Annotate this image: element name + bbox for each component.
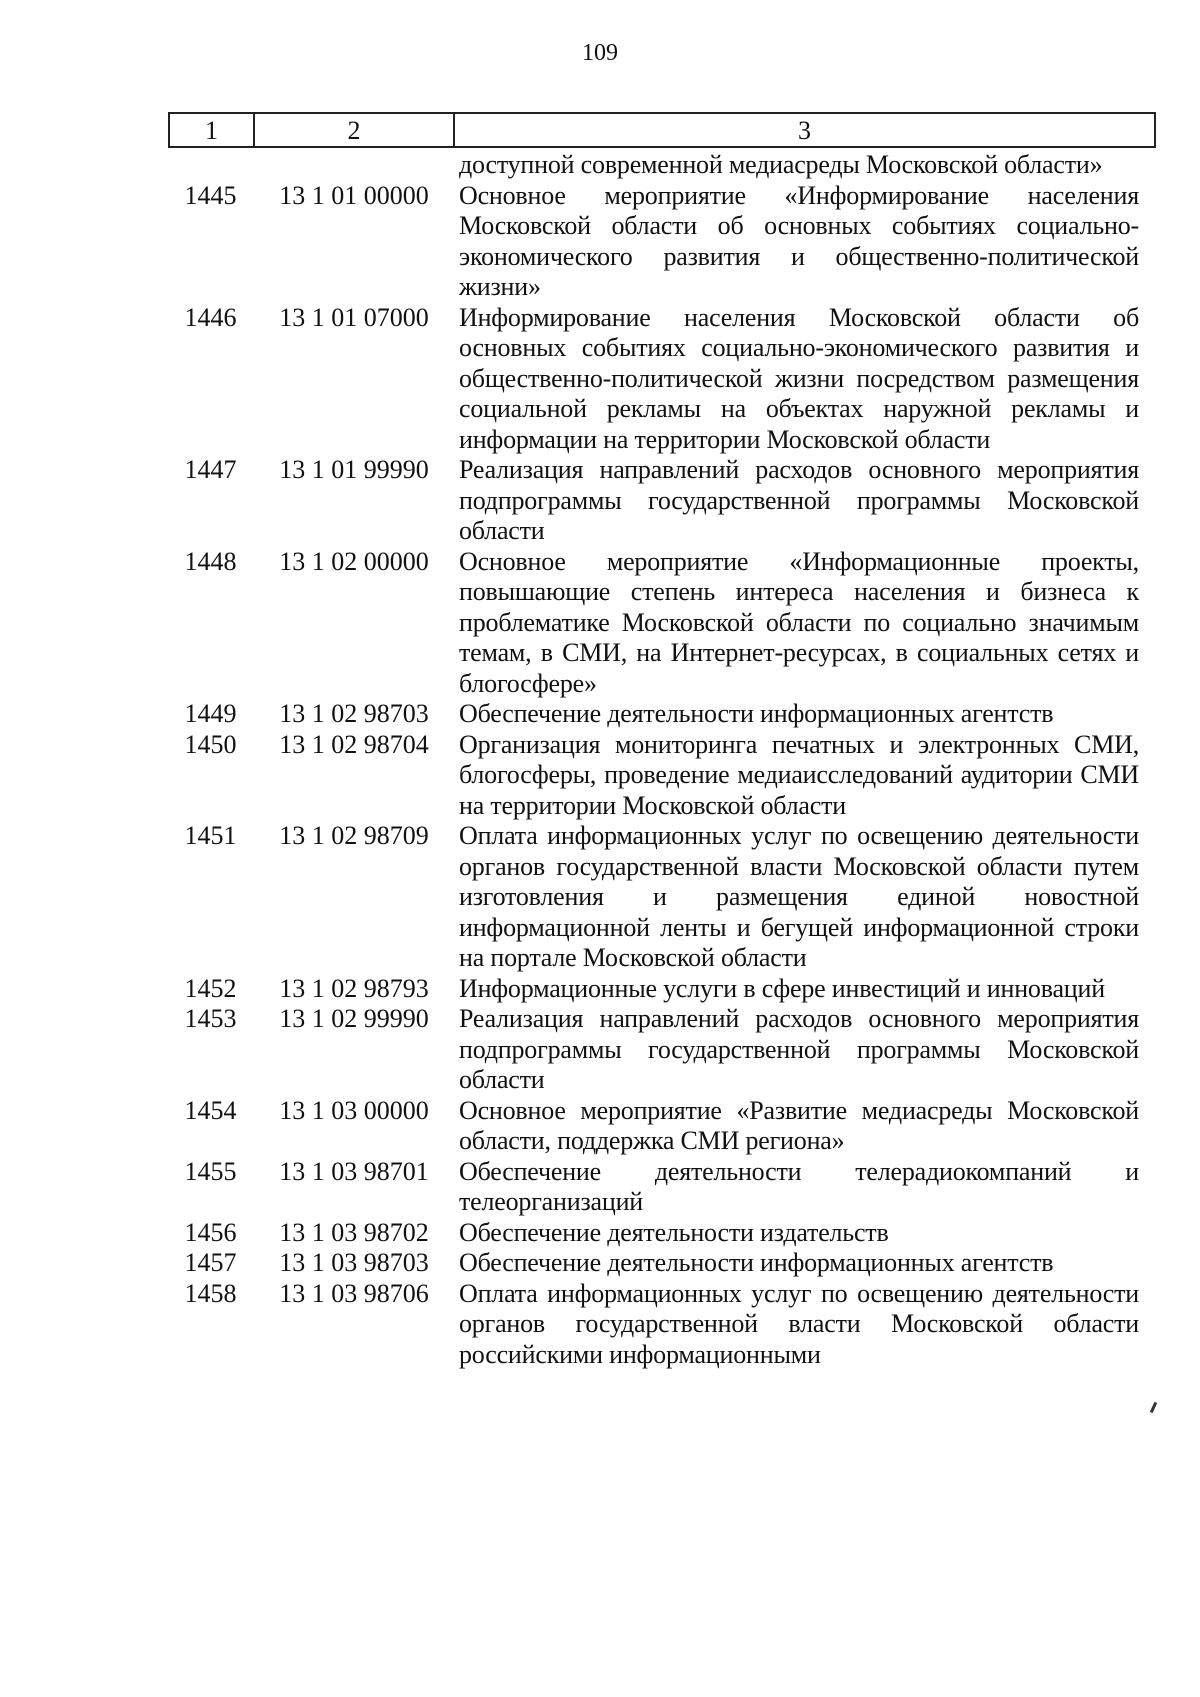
row-code: 13 1 03 98702 [279, 1217, 429, 1247]
row-number: 1445 [184, 180, 237, 210]
row-code: 13 1 02 98704 [279, 729, 429, 759]
row-number: 1456 [184, 1217, 237, 1247]
row-number: 1452 [184, 973, 237, 1003]
row-description: Информационные услуги в сфере инвестиций и инноваций [459, 973, 1105, 1003]
row-code: 13 1 03 98701 [279, 1156, 429, 1186]
row-code: 13 1 03 00000 [279, 1095, 429, 1125]
row-code: 13 1 02 00000 [279, 546, 429, 576]
row-number: 1455 [184, 1156, 237, 1186]
table-row [168, 1218, 1156, 1249]
table-row [168, 455, 1156, 547]
table-body [168, 150, 1156, 1370]
row-description: Обеспечение деятельности телерадиокомпаний и телеорганизаций [459, 1156, 1139, 1216]
header-cell-1: 1 [170, 114, 255, 146]
row-number: 1450 [184, 729, 237, 759]
row-number: 1448 [184, 546, 237, 576]
row-number: 1451 [184, 821, 237, 850]
table-row [168, 150, 1156, 181]
row-description: Основное мероприятие «Информирование населения Московской области об основных событиях социально-экономического развития и общественно-политической жизни» [459, 180, 1139, 301]
row-description: Реализация направлений расходов основного мероприятия подпрограммы государственной программы Московской области [459, 1004, 1139, 1094]
row-number: 1453 [184, 1004, 237, 1033]
row-code: 13 1 02 98793 [279, 973, 429, 1003]
row-description: доступной современной медиасреды Московской области» [459, 150, 1103, 179]
row-code [253, 150, 449, 181]
row-number: 1449 [184, 699, 237, 728]
table-row [168, 821, 1156, 974]
row-description: Оплата информационных услуг по освещению деятельности органов государственной власти Московской области российскими информационными [459, 1278, 1139, 1369]
row-number [168, 150, 253, 181]
row-description: Обеспечение деятельности информационных агентств [459, 1248, 1054, 1277]
table-header [168, 112, 1156, 148]
row-code: 13 1 01 00000 [279, 180, 429, 210]
row-description: Информирование населения Московской области об основных событиях социально-экономического развития и общественно-политической жизни посредством размещения социальной рекламы на объектах наружной рекламы и информации на территории Московской области [459, 302, 1139, 454]
table-row [168, 1248, 1156, 1279]
row-number: 1454 [184, 1095, 237, 1125]
pen-mark [1150, 1402, 1157, 1413]
row-description: Организация мониторинга печатных и электронных СМИ, блогосферы, проведение медиаисследований аудитории СМИ на территории Московской области [459, 729, 1139, 820]
row-code: 13 1 02 98703 [279, 699, 429, 728]
table-row [168, 547, 1156, 700]
row-description: Основное мероприятие «Развитие медиасреды Московской области, поддержка СМИ региона» [459, 1095, 1139, 1155]
page-number: 109 [582, 40, 618, 66]
row-description: Оплата информационных услуг по освещению деятельности органов государственной власти Московской области путем изготовления и размещения единой новостной информационной ленты и бегущей информационной строки на портале Московской области [459, 821, 1139, 972]
row-number: 1447 [184, 455, 237, 484]
row-code: 13 1 03 98706 [279, 1278, 429, 1308]
row-description: Основное мероприятие «Информационные проекты, повышающие степень интереса населения и бизнеса к проблематике Московской области по социально значимым темам, в СМИ, на Интернет-ресурсах, в социальных сетях и блогосфере» [459, 546, 1139, 698]
table-row [168, 1096, 1156, 1157]
row-description: Обеспечение деятельности издательств [459, 1217, 889, 1247]
row-number: 1458 [184, 1278, 237, 1308]
table-row [168, 730, 1156, 822]
row-code: 13 1 03 98703 [279, 1248, 429, 1277]
row-code: 13 1 01 07000 [279, 302, 429, 332]
table-row [168, 181, 1156, 303]
row-number: 1457 [184, 1248, 237, 1277]
table-row [168, 1157, 1156, 1218]
row-code: 13 1 02 99990 [279, 1004, 429, 1033]
row-number: 1446 [184, 302, 237, 332]
table-row [168, 303, 1156, 456]
table-row [168, 1279, 1156, 1371]
header-cell-3: 3 [798, 116, 811, 145]
table-row [168, 974, 1156, 1005]
row-description: Реализация направлений расходов основного мероприятия подпрограммы государственной программы Московской области [459, 455, 1139, 545]
header-cell-2: 2 [255, 114, 455, 146]
row-description: Обеспечение деятельности информационных агентств [459, 699, 1054, 728]
table-row [168, 1004, 1156, 1096]
row-code: 13 1 01 99990 [279, 455, 429, 484]
table-row [168, 699, 1156, 730]
row-code: 13 1 02 98709 [279, 821, 429, 850]
